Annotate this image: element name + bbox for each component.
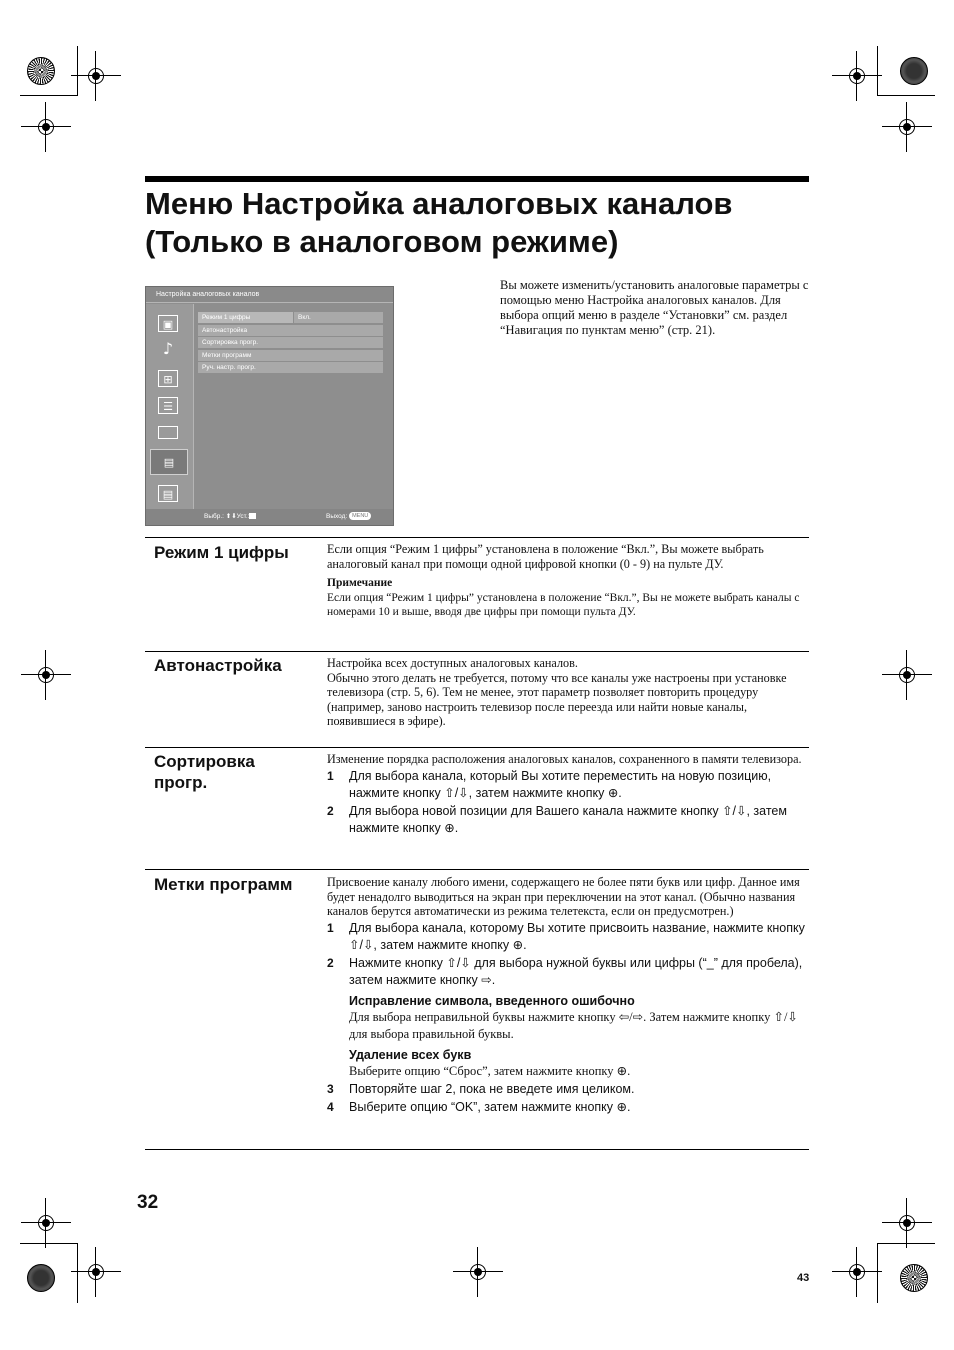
section-divider: [145, 651, 809, 652]
step-item: 4 Выберите опцию “OK”, затем нажмите кнопку ⊕.: [327, 1099, 631, 1114]
registration-mark-icon: [892, 1208, 922, 1238]
tv-menu-sidebar: [146, 304, 194, 509]
section-title-sort: Сортировка прогр.: [154, 752, 255, 792]
section-title-auto: Автонастройка: [154, 656, 282, 675]
step-item: 1 Для выбора канала, которому Вы хотите присвоить название, нажмите кнопку ⇧/⇩, затем нажмите кнопку ⊕.: [327, 920, 805, 952]
tv-menu-footer: [146, 509, 393, 525]
step-item: 2 Для выбора новой позиции для Вашего канала нажмите кнопку ⇧/⇩, затем нажмите кнопку ⊕.: [327, 803, 787, 835]
features-icon: ⊞: [158, 370, 178, 387]
delete-text: Выберите опцию “Сброс”, затем нажмите кнопку ⊕.: [349, 1063, 631, 1078]
tv-menu-selected-value: Вкл.: [294, 312, 383, 323]
menu-button-icon: MENU: [349, 512, 371, 520]
auto-text-1: Настройка всех доступных аналоговых каналов.: [327, 656, 578, 670]
registration-mark-icon: [31, 112, 61, 142]
crop-mark: [20, 95, 78, 96]
registration-dial-icon: [900, 1264, 928, 1292]
crop-mark: [877, 95, 935, 96]
registration-mark-icon: [892, 112, 922, 142]
section-title-labels: Метки программ: [154, 875, 293, 894]
section-body-labels: [327, 875, 810, 1116]
tv-menu-item: Режим 1 цифры: [198, 312, 293, 323]
sound-icon: ♪: [162, 339, 174, 358]
intro-text: Вы можете изменить/установить аналоговые параметры с помощью меню Настройка аналоговых каналов. Для выбора опций меню в разделе “Установки” см. раздел “Навигация по пунктам меню” (стр. 21).: [500, 278, 809, 337]
print-page-number: 43: [797, 1272, 810, 1284]
pc-icon: [158, 426, 178, 439]
analog-setup-icon: ▤: [150, 449, 188, 475]
tv-menu-header: Настройка аналоговых каналов: [146, 287, 393, 303]
section-divider: [145, 537, 809, 538]
crop-mark: [77, 46, 78, 96]
digital-setup-icon: ▤: [158, 485, 178, 502]
crop-mark: [77, 1243, 78, 1303]
labels-text: Присвоение каналу любого имени, содержащего не более пяти букв или цифр. Данное имя будет ненадолго выводиться на экран при переключении на этот канал. (Обычно названия каналов берутся автоматически из режима телетекста, если он предусмотрен.): [327, 875, 800, 918]
registration-mark-icon: [842, 61, 872, 91]
title-bar: [145, 176, 809, 182]
fix-title: Исправление символа, введенного ошибочно: [349, 993, 635, 1008]
registration-mark-icon: [463, 1257, 493, 1287]
step-item: 3 Повторяйте шаг 2, пока не введете имя целиком.: [327, 1081, 635, 1096]
picture-icon: ▣: [158, 315, 178, 332]
tv-menu-item: Сортировка прогр.: [198, 337, 383, 348]
tv-footer-select: Выбр.: ⬆⬇Уст.:: [204, 509, 256, 525]
registration-dial-icon: [27, 57, 55, 85]
tv-menu-screenshot: [145, 286, 394, 526]
section-divider: [145, 1149, 809, 1150]
crop-mark: [20, 1243, 78, 1244]
registration-mark-icon: [842, 1257, 872, 1287]
delete-title: Удаление всех букв: [349, 1047, 472, 1062]
registration-dial-icon: [900, 57, 928, 85]
crop-mark: [877, 46, 878, 96]
note-text: Если опция “Режим 1 цифры” установлена в положение “Вкл.”, Вы не можете выбрать каналы с номерами 10 и выше, вводя две цифры при помощи пульта ДУ.: [327, 591, 800, 618]
note-title: Примечание: [327, 577, 393, 589]
tv-menu-item: Автонастройка: [198, 325, 383, 336]
page-title-line-1: Меню Настройка аналоговых каналов: [145, 186, 733, 221]
tv-menu-item: Руч. настр. прогр.: [198, 362, 383, 373]
step-item: 1 Для выбора канала, который Вы хотите переместить на новую позицию, нажмите кнопку ⇧/⇩, затем нажмите кнопку ⊕.: [327, 768, 772, 800]
section-body-auto: [327, 656, 810, 729]
section-body-mode1: [327, 542, 810, 620]
enter-icon: [249, 513, 256, 519]
page-title: [145, 185, 815, 261]
auto-text-2: Обычно этого делать не требуется, потому что все каналы уже настроены при установке телевизора (стр. 5, 6). Тем не менее, этот параметр позволяет повторить процедуру (например, заново настроить телевизор после переезда или найти новые каналы, появившиеся в эфире).: [327, 670, 787, 728]
registration-dial-icon: [27, 1264, 55, 1292]
registration-mark-icon: [81, 1257, 111, 1287]
section-divider: [145, 869, 809, 870]
page-number: 32: [137, 1192, 159, 1213]
registration-mark-icon: [81, 61, 111, 91]
registration-mark-icon: [31, 1208, 61, 1238]
crop-mark: [877, 1243, 878, 1303]
section-body-sort: [327, 752, 810, 837]
tv-footer-exit: Выход: MENU: [326, 509, 371, 525]
page-title-line-2: (Только в аналоговом режиме): [145, 224, 619, 259]
fix-text: Для выбора неправильной буквы нажмите кнопку ⇦/⇨. Затем нажмите кнопку ⇧/⇩ для выбора правильной буквы.: [349, 1009, 798, 1041]
section-title-mode1: Режим 1 цифры: [154, 543, 289, 562]
step-item: 2 Нажмите кнопку ⇧/⇩ для выбора нужной буквы или цифры (“_” для пробела), затем нажмите кнопку ⇨.: [327, 955, 803, 987]
mode1-text: Если опция “Режим 1 цифры” установлена в положение “Вкл.”, Вы можете выбрать аналоговый канал при помощи одной цифровой кнопки (0 - 9) на пульте ДУ.: [327, 542, 764, 571]
registration-mark-icon: [892, 660, 922, 690]
section-divider: [145, 747, 809, 748]
sort-text: Изменение порядка расположения аналоговых каналов, сохраненного в памяти телевизора.: [327, 752, 802, 766]
setup-icon: ☰: [158, 397, 178, 414]
registration-mark-icon: [31, 660, 61, 690]
tv-menu-item: Метки программ: [198, 350, 383, 361]
